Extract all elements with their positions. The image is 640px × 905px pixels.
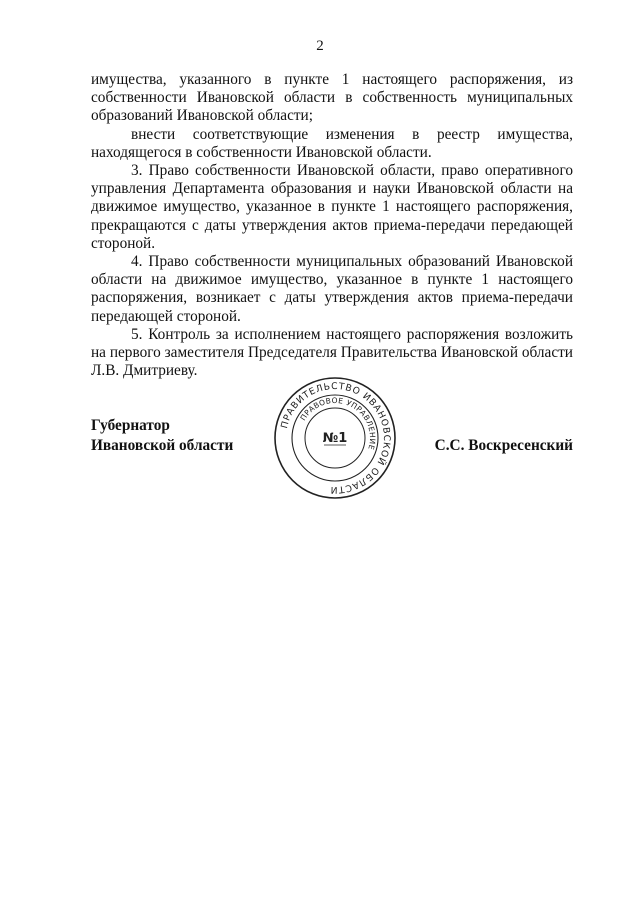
paragraph-item-5: 5. Контроль за исполнением настоящего распоряжения возложить на первого заместителя Председателя Правительства Ивановской области Л.В. Дмитриеву.	[91, 325, 573, 380]
official-seal-stamp	[272, 375, 398, 501]
seal-inner-text-path: ПРАВОВОЕ УПРАВЛЕНИЕ	[298, 395, 378, 451]
page-number: 2	[316, 38, 324, 54]
document-body	[91, 71, 573, 380]
paragraph-item-3: 3. Право собственности Ивановской области, право оперативного управления Департамента образования и науки Ивановской области на движимое имущество, указанное в пункте 1 настоящего распоряжения, прекращаются с даты утверждения актов приема-передачи передающей стороной.	[91, 162, 573, 252]
seal-outer-text-path: ПРАВИТЕЛЬСТВО ИВАНОВСКОЙ ОБЛАСТИ	[278, 380, 393, 496]
signatory-title-line1: Губернатор	[91, 417, 170, 434]
signatory-title-line2: Ивановской области	[91, 437, 234, 454]
signatory-name: С.С. Воскресенский	[434, 437, 573, 454]
paragraph-register-update: внести соответствующие изменения в реестр имущества, находящегося в собственности Ивановской области.	[91, 125, 573, 161]
paragraph-continuation: имущества, указанного в пункте 1 настоящего распоряжения, из собственности Ивановской области в собственность муниципальных образований Ивановской области;	[91, 71, 573, 125]
signatory-title	[91, 416, 233, 456]
seal-graphic	[272, 375, 398, 501]
paragraph-item-4: 4. Право собственности муниципальных образований Ивановской области на движимое имущество, указанное в пункте 1 настоящего распоряжения, возникает с даты утверждения актов приема-передачи передающей стороной.	[91, 253, 573, 325]
seal-number: №1	[322, 431, 348, 446]
